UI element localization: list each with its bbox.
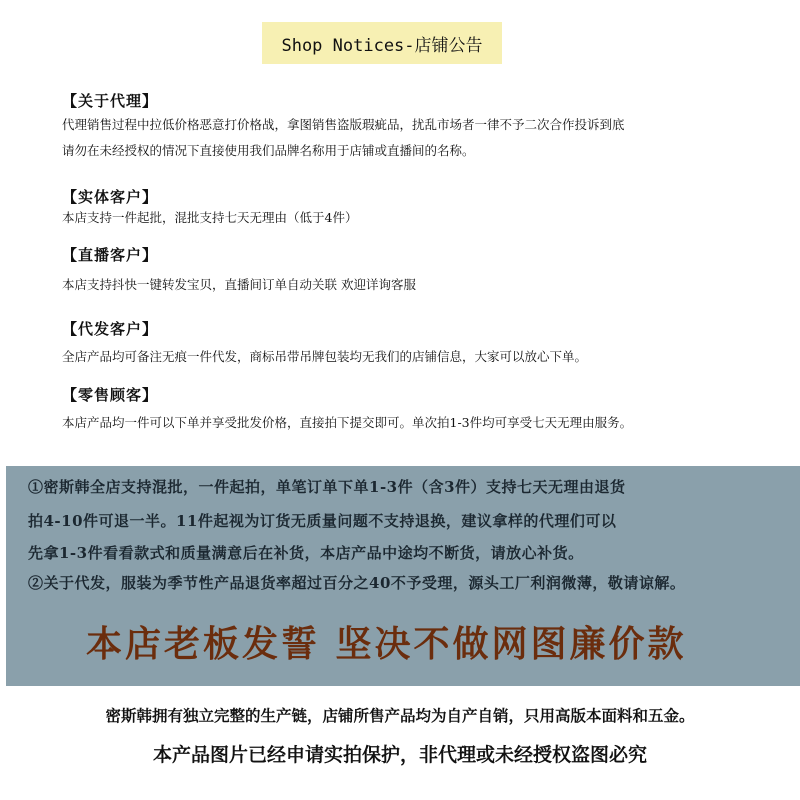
- owner-pledge: 本店老板发誓 坚决不做网图廉价款: [86, 624, 687, 665]
- section-heading: 【代发客户】: [62, 320, 159, 338]
- section-text: 本店支持一件起批，混批支持七天无理由（低于4件）: [62, 210, 358, 225]
- section-retail-customers: [62, 384, 762, 436]
- notice-line: ①密斯韩全店支持混批，一件起拍，单笔订单下单1-3件（含3件）支持七天无理由退货: [28, 478, 626, 496]
- page-title-banner: [262, 22, 502, 64]
- section-heading: 【关于代理】: [62, 92, 159, 110]
- section-heading: 【直播客户】: [62, 246, 159, 264]
- page-title: Shop Notices-店铺公告: [281, 35, 483, 56]
- section-heading: 【实体客户】: [62, 188, 159, 206]
- section-dropship-customers: [62, 318, 762, 370]
- section-text: 代理销售过程中拉低价格恶意打价格战，拿图销售盗版瑕疵品，扰乱市场者一律不予二次合作投诉到底: [62, 117, 625, 132]
- notice-line: 拍4-10件可退一半。11件起视为订货无质量问题不支持退换，建议拿样的代理们可以: [28, 512, 617, 530]
- footer-copyright-note: 本产品图片已经申请实拍保护，非代理或未经授权盗图必究: [152, 744, 647, 766]
- footer-production-note: 密斯韩拥有独立完整的生产链，店铺所售产品均为自产自销，只用高版本面料和五金。: [105, 706, 695, 725]
- section-heading: 【零售顾客】: [62, 386, 159, 404]
- notice-line: ②关于代发，服装为季节性产品退货率超过百分之40不予受理，源头工厂利润微薄，敬请谅解。: [28, 574, 686, 592]
- notice-line: 先拿1-3件看看款式和质量满意后在补货，本店产品中途均不断货，请放心补货。: [28, 544, 584, 562]
- section-text: 本店支持抖快一键转发宝贝，直播间订单自动关联 欢迎详询客服: [62, 277, 416, 292]
- section-text: 本店产品均一件可以下单并享受批发价格，直接拍下提交即可。单次拍1-3件均可享受七天无理由服务。: [62, 415, 633, 430]
- section-livestream-customers: [62, 244, 762, 298]
- section-text: 全店产品均可备注无痕一件代发，商标吊带吊牌包装均无我们的店铺信息，大家可以放心下单。: [62, 349, 588, 364]
- section-physical-customers: [62, 186, 762, 228]
- section-text: 请勿在未经授权的情况下直接使用我们品牌名称用于店铺或直播间的名称。: [62, 143, 475, 158]
- section-about-agents: [62, 90, 762, 164]
